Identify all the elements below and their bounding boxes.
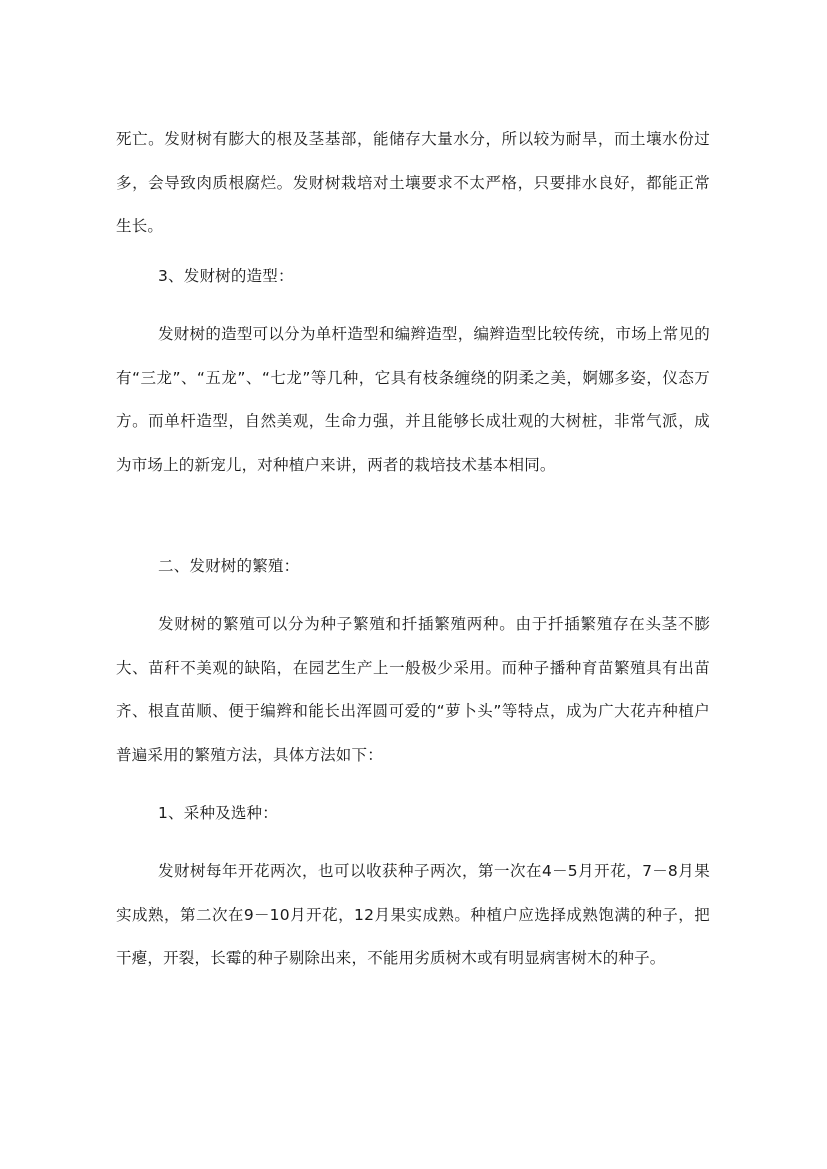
section-heading-seed-selection: 1、采种及选种：	[158, 804, 278, 822]
paragraph-propagation: 发财树的繁殖可以分为种子繁殖和扦插繁殖两种。由于扦插繁殖存在头茎不膨大、苗秆不美观的缺陷，在园艺生产上一般极少采用。而种子播种育苗繁殖具有出苗齐、根直苗顺、便于编辫和能长出浑圆可爱的“萝卜头”等特点，成为广大花卉种植户普遍采用的繁殖方法，具体方法如下：	[116, 615, 710, 764]
paragraph-continuation: 死亡。发财树有膨大的根及茎基部，能储存大量水分，所以较为耐旱，而土壤水份过多，会导致肉质根腐烂。发财树栽培对土壤要求不太严格，只要排水良好，都能正常生长。	[116, 130, 710, 235]
paragraph-shaping: 发财树的造型可以分为单杆造型和编辫造型，编辫造型比较传统，市场上常见的有“三龙”、“五龙”、“七龙”等几种，它具有枝条缠绕的阴柔之美，婀娜多姿，仪态万方。而单杆造型，自然美观，生命力强，并且能够长成壮观的大树桩，非常气派，成为市场上的新宠儿，对种植户来讲，两者的栽培技术基本相同。	[116, 325, 710, 474]
section-heading-propagation: 二、发财树的繁殖：	[158, 557, 300, 575]
paragraph-seed-selection: 发财树每年开花两次，也可以收获种子两次，第一次在4－5月开花，7－8月果实成熟，第二次在9－10月开花，12月果实成熟。种植户应选择成熟饱满的种子，把干瘪，开裂，长霉的种子剔除出来，不能用劣质树木或有明显病害树木的种子。	[116, 862, 710, 967]
section-heading-shaping: 3、发财树的造型：	[158, 267, 294, 285]
